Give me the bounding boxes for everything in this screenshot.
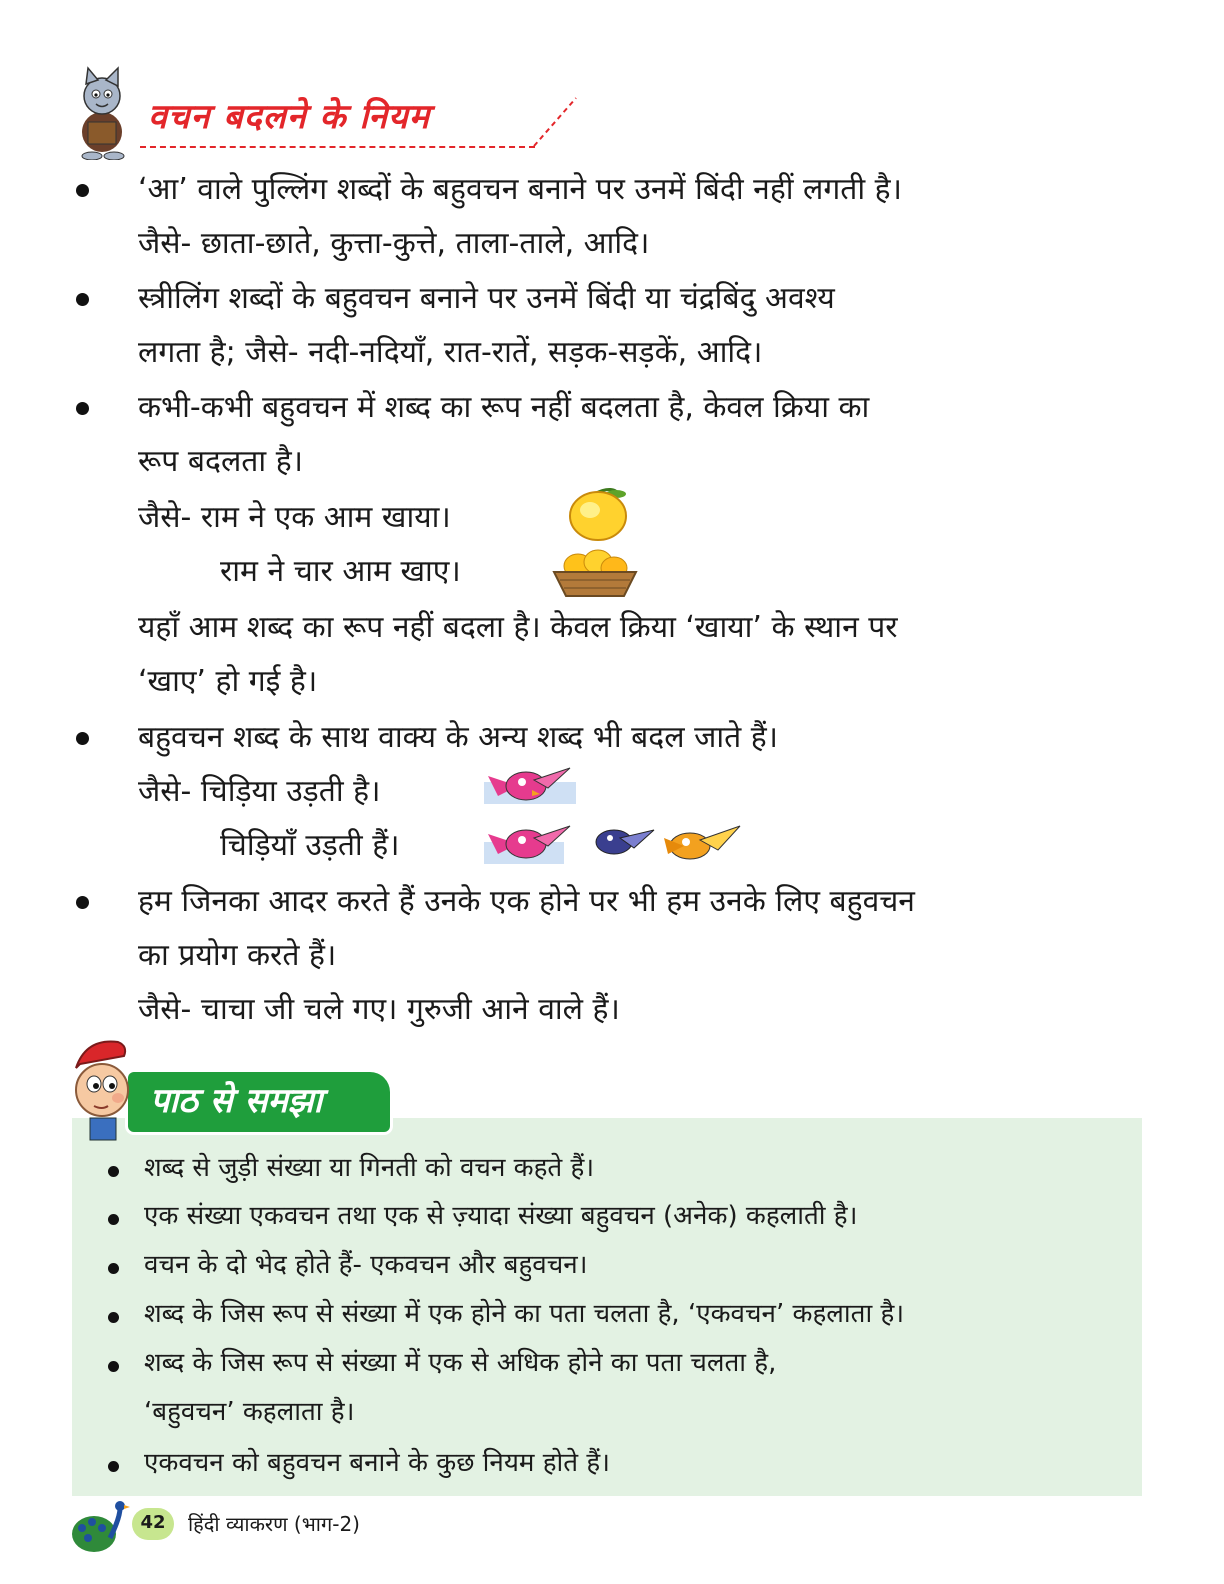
- summary-bullet: [108, 1312, 119, 1323]
- rule-3-explanation-2: ‘खाए’ हो गई है।: [138, 664, 318, 699]
- rule-5-line-1: हम जिनका आदर करते हैं उनके एक होने पर भी हम उनके लिए बहुवचन: [138, 884, 915, 919]
- bullet: [76, 732, 89, 745]
- boy-mascot-icon: [66, 1034, 146, 1142]
- page-number: 42: [140, 1512, 166, 1533]
- bullet: [76, 402, 89, 415]
- summary-bullet: [108, 1361, 119, 1372]
- bullet: [76, 293, 89, 306]
- rule-3-line-2: रूप बदलता है।: [138, 444, 303, 479]
- mango-basket-icon: [550, 544, 640, 600]
- rule-3-example-2: राम ने चार आम खाए।: [220, 554, 461, 589]
- title-underline: [140, 146, 535, 148]
- rule-4-example-2: चिड़ियाँ उड़ती हैं।: [220, 828, 400, 863]
- rule-1-example: जैसे- छाता-छाते, कुत्ता-कुत्ते, ताला-ताले, आदि।: [138, 226, 650, 261]
- mango-icon: [564, 484, 634, 544]
- rule-5-example: जैसे- चाचा जी चले गए। गुरुजी आने वाले हैं।: [138, 992, 620, 1027]
- summary-bullet: [108, 1214, 119, 1225]
- rule-4-example-1: जैसे- चिड़िया उड़ती है।: [138, 774, 381, 809]
- summary-item-6: एकवचन को बहुवचन बनाने के कुछ नियम होते हैं।: [144, 1448, 611, 1478]
- rule-2-line-1: स्त्रीलिंग शब्दों के बहुवचन बनाने पर उनमें बिंदी या चंद्रबिंदु अवश्य: [138, 281, 835, 316]
- summary-item-5: शब्द के जिस रूप से संख्या में एक से अधिक होने का पता चलता है,: [144, 1348, 777, 1378]
- summary-item-3: वचन के दो भेद होते हैं- एकवचन और बहुवचन।: [144, 1250, 588, 1280]
- rule-3-explanation-1: यहाँ आम शब्द का रूप नहीं बदला है। केवल क्रिया ‘खाया’ के स्थान पर: [138, 610, 898, 645]
- summary-bullet: [108, 1263, 119, 1274]
- rule-1-line-1: ‘आ’ वाले पुल्लिंग शब्दों के बहुवचन बनाने पर उनमें बिंदी नहीं लगती है।: [138, 172, 902, 207]
- summary-item-1: शब्द से जुड़ी संख्या या गिनती को वचन कहते हैं।: [144, 1153, 595, 1183]
- summary-item-2: एक संख्या एकवचन तथा एक से ज़्यादा संख्या बहुवचन (अनेक) कहलाती है।: [144, 1201, 858, 1231]
- rule-3-line-1: कभी-कभी बहुवचन में शब्द का रूप नहीं बदलता है, केवल क्रिया का: [138, 390, 870, 425]
- summary-item-4: शब्द के जिस रूप से संख्या में एक होने का पता चलता है, ‘एकवचन’ कहलाता है।: [144, 1299, 905, 1329]
- summary-bullet: [108, 1166, 119, 1177]
- rule-5-line-2: का प्रयोग करते हैं।: [138, 938, 337, 973]
- summary-bullet: [108, 1461, 119, 1472]
- summary-title: पाठ से समझा: [150, 1081, 323, 1121]
- summary-item-5-cont: ‘बहुवचन’ कहलाता है।: [144, 1397, 355, 1427]
- page-title: वचन बदलने के नियम: [148, 97, 431, 137]
- bird-icon: [478, 762, 578, 808]
- rule-2-line-2: लगता है; जैसे- नदी-नदियाँ, रात-रातें, सड़क-सड़कें, आदि।: [138, 335, 763, 370]
- bullet: [76, 184, 89, 197]
- cat-mascot-icon: [72, 66, 134, 160]
- rule-4-line-1: बहुवचन शब्द के साथ वाक्य के अन्य शब्द भी बदल जाते हैं।: [138, 720, 779, 755]
- bullet: [76, 896, 89, 909]
- rule-3-example-1: जैसे- राम ने एक आम खाया।: [138, 500, 451, 535]
- peacock-icon: [70, 1498, 136, 1556]
- bird-icon: [478, 816, 748, 872]
- title-divider: [530, 96, 580, 148]
- book-title: हिंदी व्याकरण (भाग-2): [188, 1512, 360, 1536]
